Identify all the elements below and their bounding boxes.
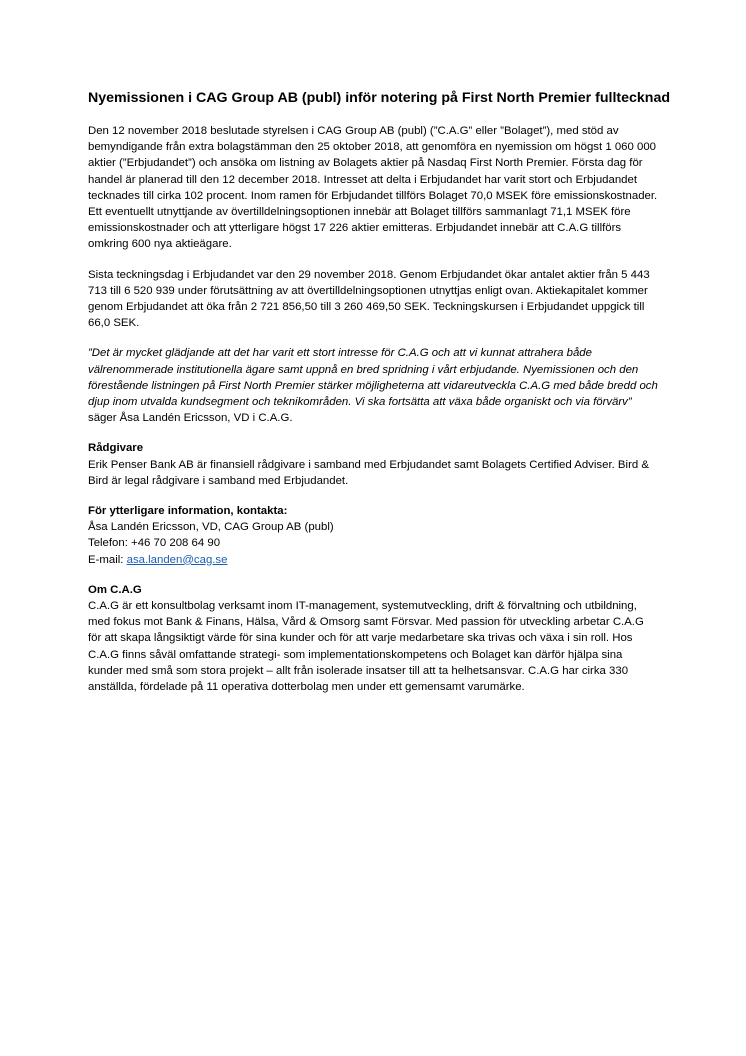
about-section (88, 582, 660, 695)
ceo-quote (88, 345, 660, 426)
intro-paragraph: Den 12 november 2018 beslutade styrelsen i CAG Group AB (publ) (”C.A.G” eller ”Bolaget”), med stöd av bemyndigande från extra bolagstämman den 25 oktober 2018, att genomföra en nyemission om högst 1 060 000 aktier (”Erbjudandet”) och ansöka om listning av Bolagets aktier på Nasdaq First North Premier. Första dag för handel är planerad till den 12 december 2018. Intresset att delta i Erbjudandet har varit stort och Erbjudandet tecknades till cirka 102 procent. Inom ramen för Erbjudandet tillförs Bolaget 70,0 MSEK före emissionskostnader. Ett eventuellt utnyttjande av övertilldelningsoptionen innebär att Bolaget tillförs sammanlagt 71,1 MSEK före emissionskostnader och att ytterligare högst 17 226 aktier emitteras. Erbjudandet innebär att C.A.G tillförs omkring 600 nya aktieägare. (88, 125, 658, 251)
email-label: E-mail: (88, 553, 127, 566)
contact-name: Åsa Landén Ericsson, VD, CAG Group AB (publ) (88, 521, 334, 534)
email-link[interactable]: asa.landen@cag.se (126, 553, 228, 566)
contact-email-line (88, 552, 660, 568)
contact-phone: Telefon: +46 70 208 64 90 (88, 537, 221, 550)
about-heading: Om C.A.G (88, 583, 142, 596)
advisors-section (88, 440, 660, 489)
press-release (88, 88, 670, 709)
about-text: C.A.G är ett konsultbolag verksamt inom IT-management, systemutveckling, drift & förvaltning och utbildning, med fokus mot Bank & Finans, Hälsa, Vård & Omsorg samt Försvar. Med passion för utveckling arbetar C.A.G för att skapa långsiktigt värde för sina kunder och för att varje medarbetare ska trivas och växa i sin roll. Hos C.A.G finns såväl omfattande strategi- som implementationskompetens och Bolaget kan därför hjälpa sina kunder med små som stora projekt – allt från isolerade insatser till att ta helhetsansvar. C.A.G har cirka 330 anställda, fördelade på 11 operativa dotterbolag men under ett gemensamt varumärke. (88, 600, 644, 694)
quote-attribution: säger Åsa Landén Ericsson, VD i C.A.G. (88, 412, 293, 425)
advisors-heading: Rådgivare (88, 442, 144, 455)
quote-text: ”Det är mycket glädjande att det har varit ett stort intresse för C.A.G och att vi kunnat attrahera både välrenommerade institutionella ägare samt uppnå en bred spridning i vårt erbjudande. Nyemissionen och den förestående listningen på First North Premier stärker möjligheterna att vidareutveckla C.A.G med både bredd och djup inom utvalda kundsegment och teknikområden. Vi ska fortsätta att växa både organiskt och via förvärv” (88, 347, 658, 409)
contact-heading: För ytterligare information, kontakta: (88, 505, 288, 518)
contact-section (88, 503, 660, 568)
page-title: Nyemissionen i CAG Group AB (publ) inför notering på First North Premier fulltecknad (88, 90, 670, 106)
advisors-text: Erik Penser Bank AB är finansiell rådgivare i samband med Erbjudandet samt Bolagets Certified Adviser. Bird & Bird är legal rådgivare i samband med Erbjudandet. (88, 458, 649, 487)
subscription-paragraph: Sista teckningsdag i Erbjudandet var den 29 november 2018. Genom Erbjudandet ökar antalet aktier från 5 443 713 till 6 520 939 under förutsättning av att övertilldelningsoptionen utnyttjas enligt ovan. Aktiekapitalet kommer genom Erbjudandet att öka från 2 721 856,50 till 3 260 469,50 SEK. Teckningskursen i Erbjudandet uppgick till 66,0 SEK. (88, 268, 650, 330)
